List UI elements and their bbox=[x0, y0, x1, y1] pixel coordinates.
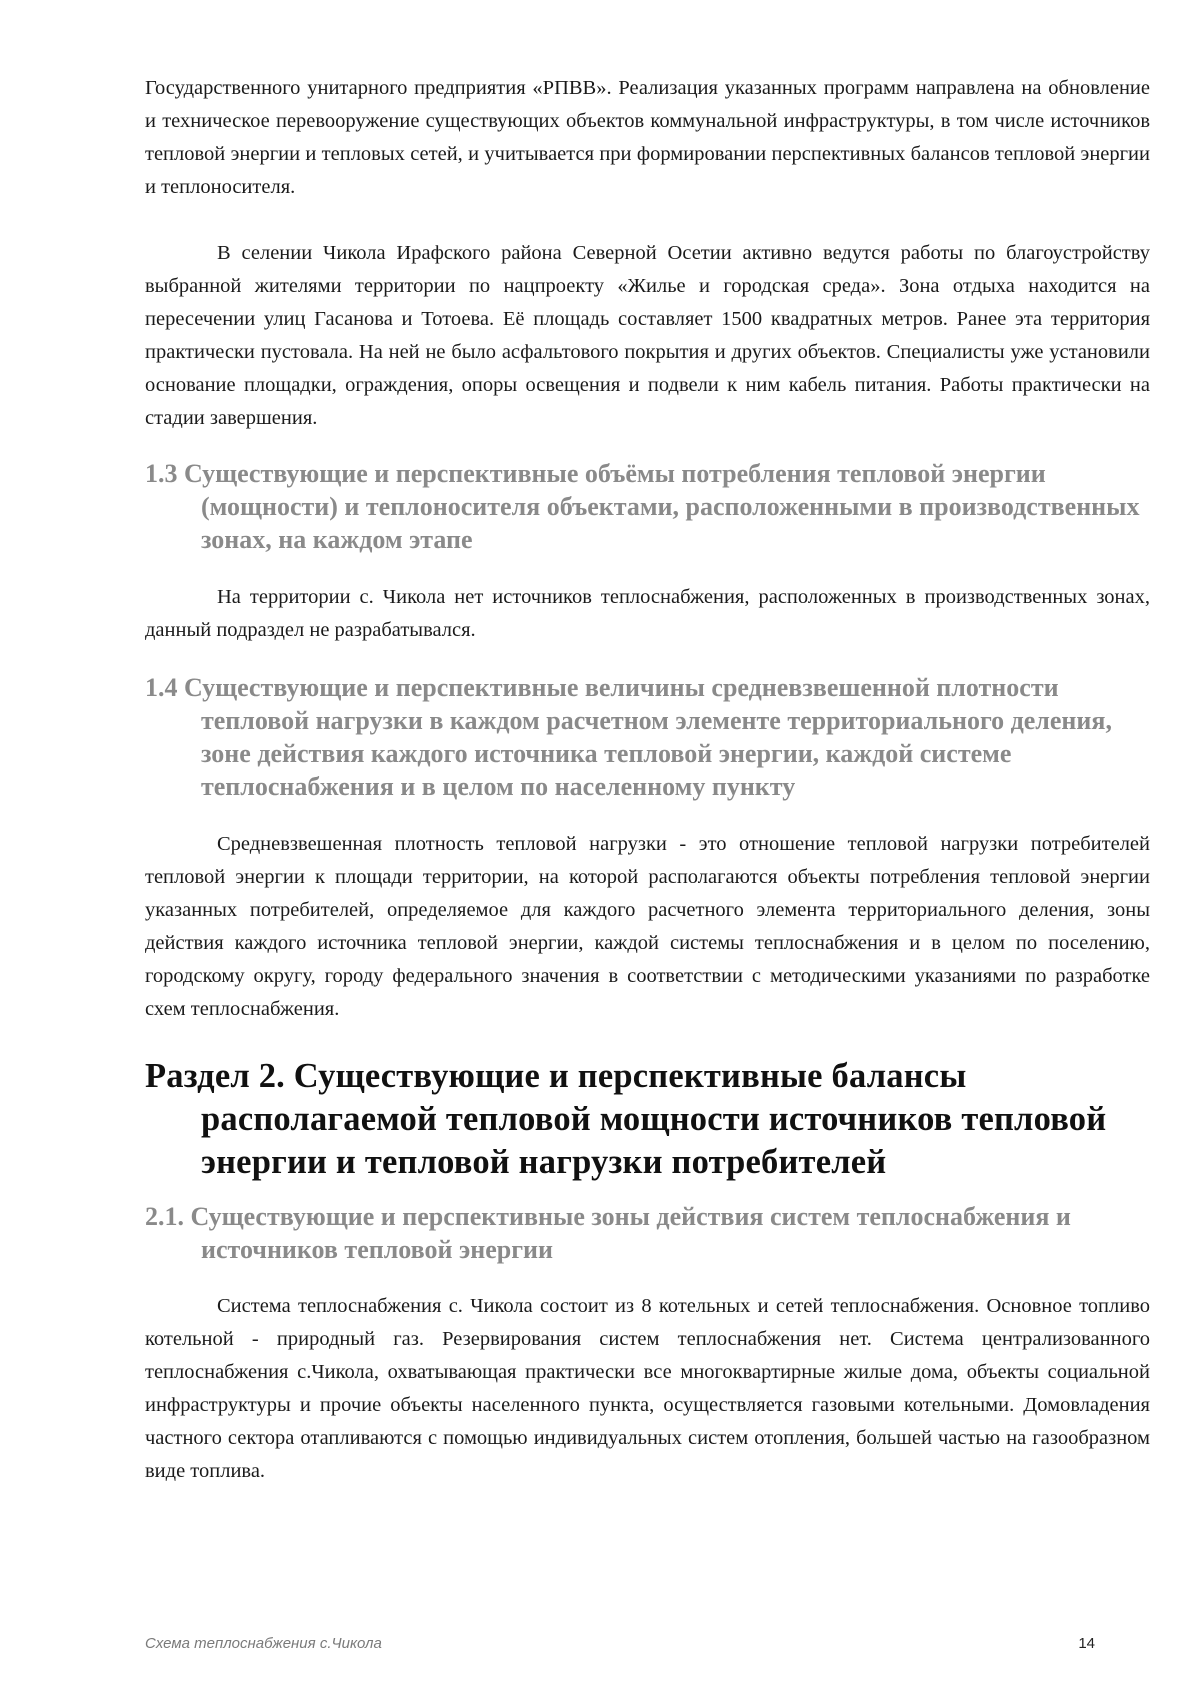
document-page bbox=[145, 72, 1150, 1488]
footer-title: Схема теплоснабжения с.Чикола bbox=[145, 1635, 382, 1652]
heading-1-3: 1.3 Существующие и перспективные объёмы потребления тепловой энергии (мощности) и теплоносителя объектами, расположенными в производственных зонах, на каждом этапе bbox=[145, 459, 1140, 554]
heading-2-1: 2.1. Существующие и перспективные зоны действия систем теплоснабжения и источников тепловой энергии bbox=[145, 1202, 1071, 1264]
paragraph-production-zones: На территории с. Чикола нет источников теплоснабжения, расположенных в производственных зонах, данный подраздел не разрабатывался. bbox=[145, 586, 1150, 641]
heading-1-4: 1.4 Существующие и перспективные величины средневзвешенной плотности тепловой нагрузки в каждом расчетном элементе территориального деления, зоне действия каждого источника тепловой энергии, каждой системе теплоснабжения и в целом по населенному пункту bbox=[145, 673, 1112, 801]
paragraph-programs: Государственного унитарного предприятия «РПВВ». Реализация указанных программ направлена на обновление и техническое перевооружение существующих объектов коммунальной инфраструктуры, в том числе источников тепловой энергии и тепловых сетей, и учитывается при формировании перспективных балансов тепловой энергии и теплоносителя. bbox=[145, 77, 1150, 198]
paragraph-chikola-improvement: В селении Чикола Ирафского района Северной Осетии активно ведутся работы по благоустройству выбранной жителями территории по нацпроекту «Жилье и городская среда». Зона отдыха находится на пересечении улиц Гасанова и Тотоева. Её площадь составляет 1500 квадратных метров. Ранее эта территория практически пустовала. На ней не было асфальтового покрытия и других объектов. Специалисты уже установили основание площадки, ограждения, опоры освещения и подвели к ним кабель питания. Работы практически на стадии завершения. bbox=[145, 242, 1150, 429]
heading-section-2: Раздел 2. Существующие и перспективные балансы располагаемой тепловой мощности источников тепловой энергии и тепловой нагрузки потребителей bbox=[145, 1057, 1107, 1181]
page-number: 14 bbox=[1078, 1635, 1095, 1652]
paragraph-load-density: Средневзвешенная плотность тепловой нагрузки - это отношение тепловой нагрузки потребителей тепловой энергии к площади территории, на которой располагаются объекты потребления тепловой энергии указанных потребителей, определяемое для каждого расчетного элемента территориального деления, зоны действия каждого источника тепловой энергии, каждой системы теплоснабжения и в целом по поселению, городскому округу, городу федерального значения в соответствии с методическими указаниями по разработке схем теплоснабжения. bbox=[145, 833, 1150, 1020]
page-footer bbox=[145, 1635, 1095, 1652]
paragraph-heat-system: Система теплоснабжения с. Чикола состоит из 8 котельных и сетей теплоснабжения. Основное топливо котельной - природный газ. Резервирования систем теплоснабжения нет. Система централизованного теплоснабжения с.Чикола, охватывающая практически все многоквартирные жилые дома, объекты социальной инфраструктуры и прочие объекты населенного пункта, осуществляется газовыми котельными. Домовладения частного сектора отапливаются с помощью индивидуальных систем отопления, большей частью на газообразном виде топлива. bbox=[145, 1295, 1150, 1482]
